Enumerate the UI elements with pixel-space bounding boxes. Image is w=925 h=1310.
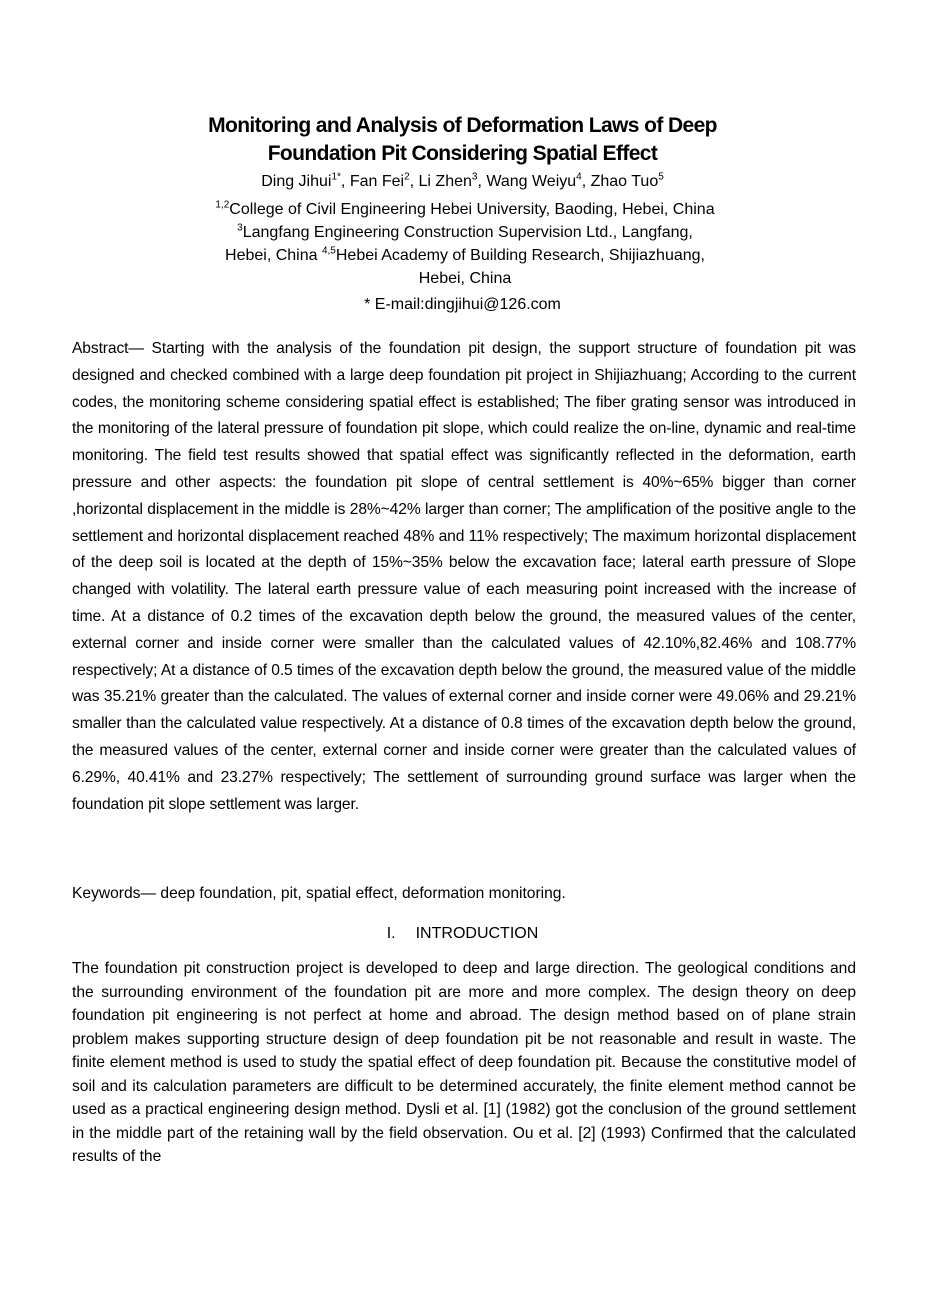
section-number: I. xyxy=(386,925,396,942)
section-title: INTRODUCTION xyxy=(415,925,539,942)
section-heading xyxy=(0,921,925,947)
author-separator: , xyxy=(340,173,350,190)
abstract xyxy=(72,336,856,818)
affiliation-mark: 1,2 xyxy=(215,199,230,211)
keywords xyxy=(72,881,856,907)
author-name: Ding Jihui xyxy=(261,173,332,190)
keywords-text: deep foundation, pit, spatial effect, deformation monitoring. xyxy=(156,885,566,902)
author-name: Fan Fei xyxy=(349,173,405,190)
paper-title-line-2: Foundation Pit Considering Spatial Effect xyxy=(267,142,658,165)
affiliation-text: Hebei Academy of Building Research, Shijiazhuang, Hebei, China xyxy=(335,247,705,287)
author-list xyxy=(0,170,925,193)
abstract-text: Starting with the analysis of the foundation pit design, the support structure of foundation pit was designed and checked combined with a large deep foundation pit project in Shijiazhuang; According to the current codes, the monitoring scheme considering spatial effect is established; The fiber grating sensor was introduced in the monitoring of the lateral pressure of foundation pit slope, which could realize the on-line, dynamic and real-time monitoring. The field test results showed that spatial effect was significantly reflected in the deformation, earth pressure and other aspects: the foundation pit slope of central settlement is 40%~65% bigger than corner ,horizontal displacement in the middle is 28%~42% larger than corner; The amplification of the positive angle to the settlement and horizontal displacement reached 48% and 11% respectively; The maximum horizontal displacement of the deep soil is located at the depth of 15%~35% below the excavation face; lateral earth pressure of Slope changed with volatility. The lateral earth pressure value of each measuring point increased with the increase of time. At a distance of 0.2 times of the excavation depth below the ground, the measured values of the center, external corner and inside corner were smaller than the calculated values of 42.10%,82.46% and 108.77% respectively; At a distance of 0.5 times of the excavation depth below the ground, the measured value of the middle was 35.21% greater than the calculated. The values of external corner and inside corner were 49.06% and 29.21% smaller than the calculated value respectively. At a distance of 0.8 times of the excavation depth below the ground, the measured values of the center, external corner and inside corner were greater than the calculated values of 6.29%, 40.41% and 23.27% respectively; The settlement of surrounding ground surface was larger when the foundation pit slope settlement was larger. xyxy=(72,340,856,813)
author-separator: , xyxy=(581,173,591,190)
author-affiliation-mark: 5 xyxy=(658,171,664,183)
keywords-label: Keywords— xyxy=(72,885,157,902)
author-affiliation-mark: 1* xyxy=(331,171,341,183)
introduction-paragraph: The foundation pit construction project is developed to deep and large direction. The geological conditions and the surrounding environment of the foundation pit are more and more complex. The design theory on deep foundation pit engineering is not perfect at home and abroad. The design method based on of plane strain problem makes supporting structure design of deep foundation pit be not reasonable and result in waste. The finite element method is used to study the spatial effect of deep foundation pit. Because the constitutive model of soil and its calculation parameters are difficult to be determined accurately, the finite element method cannot be used as a practical engineering design method. Dysli et al. [1] (1982) got the conclusion of the ground settlement in the middle part of the retaining wall by the field observation. Ou et al. [2] (1993) Confirmed that the calculated results of the xyxy=(72,960,856,1165)
affiliation-mark: 4,5 xyxy=(321,245,336,257)
abstract-label: Abstract— xyxy=(72,340,144,357)
affiliation-text: College of Civil Engineering Hebei University, Baoding, Hebei, China xyxy=(229,201,715,218)
author-separator: , xyxy=(477,173,487,190)
author-name: Wang Weiyu xyxy=(486,173,577,190)
author-affiliation-mark: 3 xyxy=(471,171,478,183)
contact-email: * E-mail:dingjihui@126.com xyxy=(364,296,561,313)
author-name: Li Zhen xyxy=(418,173,472,190)
affiliations xyxy=(215,198,715,290)
affiliation-mark: 3 xyxy=(237,222,243,234)
author-name: Zhao Tuo xyxy=(590,173,659,190)
author-affiliation-mark: 4 xyxy=(576,171,582,183)
author-separator: , xyxy=(409,173,419,190)
affiliation-text: Langfang Engineering Construction Supervision Ltd., Langfang, Hebei, China xyxy=(225,224,693,264)
paper-title-line-1: Monitoring and Analysis of Deformation Laws of Deep xyxy=(208,114,717,137)
author-affiliation-mark: 2 xyxy=(404,171,410,183)
